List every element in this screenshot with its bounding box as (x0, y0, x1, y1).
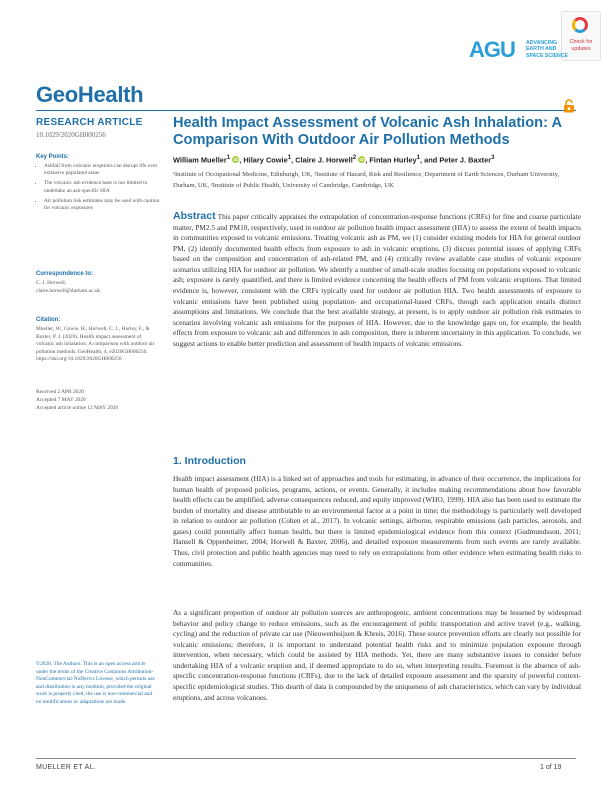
author-affiliation-marker: 1 (226, 154, 231, 161)
abstract-heading: Abstract (173, 210, 216, 222)
body-paragraph: As a significant proportion of outdoor air pollution sources are anthropogenic, ambient concentrations may be lessened by widespread behavior and policy change to reduce emissions, such as the encouragement of public transportation and active travel (e.g., walking, cycling) and the reduction of private car use (Nieuwenhuijsen & Khreis, 2016). These source prevention efforts are clearly not possible for volcanic emissions; therefore, it is important to understand potential health risks and to minimize population exposure through intervention, when necessary, which could be assisted by HIA methods. Yet, there are many substantive issues to consider before undertaking HIA of a volcanic eruption and, if deemed appropriate to do so, when interpreting results. Foremost is the absence of ash-specific concentration-response functions (CRFs), due to the lack of detailed exposure assessment and the sparsity of powerful context-specific epidemiological studies. This dearth of data is compounded by the uniqueness of ash characteristics, which can vary by individual eruptions, and across volcanoes. (173, 608, 581, 702)
license-notice: ©2020. The Authors. This is an open access article under the terms of the Creative Commons Attribution-NonCommercial-NoDerivs License, which permits use and distribution in any medium, provided the original work is properly cited, the use is non-commercial and no modifications or adaptations are made. (36, 661, 155, 705)
abstract-text: This paper critically appraises the extrapolation of concentration-response functions (CRFs) for fine and coarse particulate matter, PM2.5 and PM10, respectively, used in outdoor air pollution health impact assessment (HIA) to assess the extent of health impacts in communities exposed to volcanic emissions. Treating volcanic ash as PM, we (1) consider existing models for HIA for general outdoor PM, (2) identify documented health effects from exposure to ash in volcanic eruptions, (3) discuss potential issues of applying CRFs based on the composition and concentration of ash-related PM, and (4) critically review available case studies of volcanic exposure scenarios utilizing HIA for outdoor air pollution. We identify a number of small-scale studies focusing on populations exposed to volcanic ash; exposure is rarely quantified, and there is limited evidence concerning the health effects of PM from volcanic eruptions. That limited evidence is, however, consistent with the CRFs typically used for outdoor air pollution HIA. Two health assessments of exposure to volcanic emissions have been published using population- and occupational-based CRFs, though each application entails distinct assumptions and limitations. We conclude that the best available strategy, at present, is to apply outdoor air pollution risk estimates to scenarios involving volcanic ash emissions for the purposes of HIA. However, due to the knowledge gaps on, for example, the health effects from exposure to volcanic ash and differences in ash composition, there is inherent uncertainty in this application. To conclude, we suggest actions to enable better prediction and assessment of health impacts of volcanic emissions. (173, 212, 581, 348)
key-points-list (36, 163, 164, 215)
date-received: Received 2 APR 2020 (36, 389, 84, 395)
author-list: William Mueller$^1$ iD, Hilary Cowie$^1$, Claire J. Horwell$^2$ iD, Fintan Hurley$^1$, and Peter J. Baxter$^3$ (173, 154, 495, 165)
agu-tagline: ADVANCING EARTH AND SPACE SCIENCE (526, 40, 568, 59)
section-heading: 1. Introduction (173, 455, 246, 467)
date-accepted: Accepted 7 MAY 2020 (36, 396, 86, 403)
agu-logo (469, 38, 569, 62)
article-type: RESEARCH ARTICLE (36, 117, 143, 128)
body-paragraph: Health impact assessment (HIA) is a linked set of approaches and tools for estimating, in advance of their occurrence, the implications for human health of proposed policies, programs, actions, or events. Generally, it includes making recommendations about how favorable health effects can be amplified, adverse consequences reduced, and equity improved (WHO, 1999). HIA also has been used to estimate the burden of mortality and disease attributable to an environmental factor at a point in time; the methodology is particularly well developed in relation to outdoor air pollution (Cohen et al., 2017). In volcanic settings, airborne, respirable emissions (ash particles, aerosols, and gases) could potentially affect human health, but there is limited epidemiological evidence from this context (Gudmundsson, 2011; Hansell & Oppenheimer, 2004; Horwell & Baxter, 2006), and detailed exposure measurements from such events are rarely available. Thus, civil protection and public health agencies may need to rely on extrapolations from other evidence when estimating health risks to communities. (173, 474, 581, 568)
running-footer: MUELLER ET AL. (36, 764, 97, 771)
correspondence-email[interactable]: claire.horwell@durham.ac.uk (36, 287, 101, 294)
correspondence-block (36, 280, 156, 295)
author-affiliation-marker: 1 (287, 154, 292, 161)
author-name[interactable]: Hilary Cowie (243, 155, 288, 165)
orcid-icon[interactable]: iD (359, 157, 365, 163)
abstract (173, 211, 581, 349)
article-dates (36, 389, 156, 412)
author-name[interactable]: Peter J. Baxter (439, 155, 492, 165)
correspondence-heading: Correspondence to: (36, 271, 94, 277)
article-title: Health Impact Assessment of Volcanic Ash Inhalation: A Comparison With Outdoor Air Pollution Methods (173, 115, 562, 148)
open-access-icon (563, 99, 575, 113)
author-name[interactable]: William Mueller (173, 155, 227, 165)
date-online: Accepted article online 12 MAY 2020 (36, 404, 119, 411)
agu-logo-mark: AGU (469, 37, 515, 62)
page-number: 1 of 19 (540, 764, 562, 771)
key-points-heading: Key Points: (36, 154, 70, 160)
author-affiliation-marker: 3 (491, 154, 495, 161)
key-point: • Ashfall from volcanic eruptions can disrupt life over extensive populated areas (44, 163, 164, 177)
header-divider (36, 110, 576, 111)
journal-name: GeoHealth (36, 82, 144, 107)
citation-text: Mueller, W., Cowie, H., Horwell, C. J., Hurley, F., & Baxter, P. J. (2020). Health impact assessment of volcanic ash inhalation: A comparison with outdoor air pollution methods. GeoHealth, 4, e2020GH000256. https://doi.org/10.1029/2020GH000256 (36, 326, 155, 362)
author-affiliations: ¹Institute of Occupational Medicine, Edinburgh, UK, ²Institute of Hazard, Risk and Resilience, Department of Earth Sciences, Durham University, Durham, UK, ³Institute of Public Health, University of Cambridge, Cambridge, UK (173, 171, 560, 189)
author-name[interactable]: Fintan Hurley (369, 155, 417, 165)
citation-heading: Citation: (36, 317, 61, 323)
orcid-icon[interactable]: iD (233, 157, 238, 163)
author-affiliation-marker: 1 (416, 154, 421, 161)
footer-divider (36, 758, 576, 759)
key-point: • Air pollution risk estimates may be used with caution for volcanic exposures (44, 198, 164, 212)
article-doi[interactable]: 10.1029/2020GH000256 (36, 131, 106, 139)
key-point: • The volcanic ash evidence base is too limited to undertake an ash-specific HIA (44, 180, 164, 194)
crossmark-icon (572, 17, 588, 33)
author-name[interactable]: Claire J. Horwell (295, 155, 353, 165)
correspondence-name: C. J. Horwell, (36, 280, 67, 286)
author-affiliation-marker: 2 (352, 154, 357, 161)
crossmark-label: Check for updates (569, 39, 593, 52)
